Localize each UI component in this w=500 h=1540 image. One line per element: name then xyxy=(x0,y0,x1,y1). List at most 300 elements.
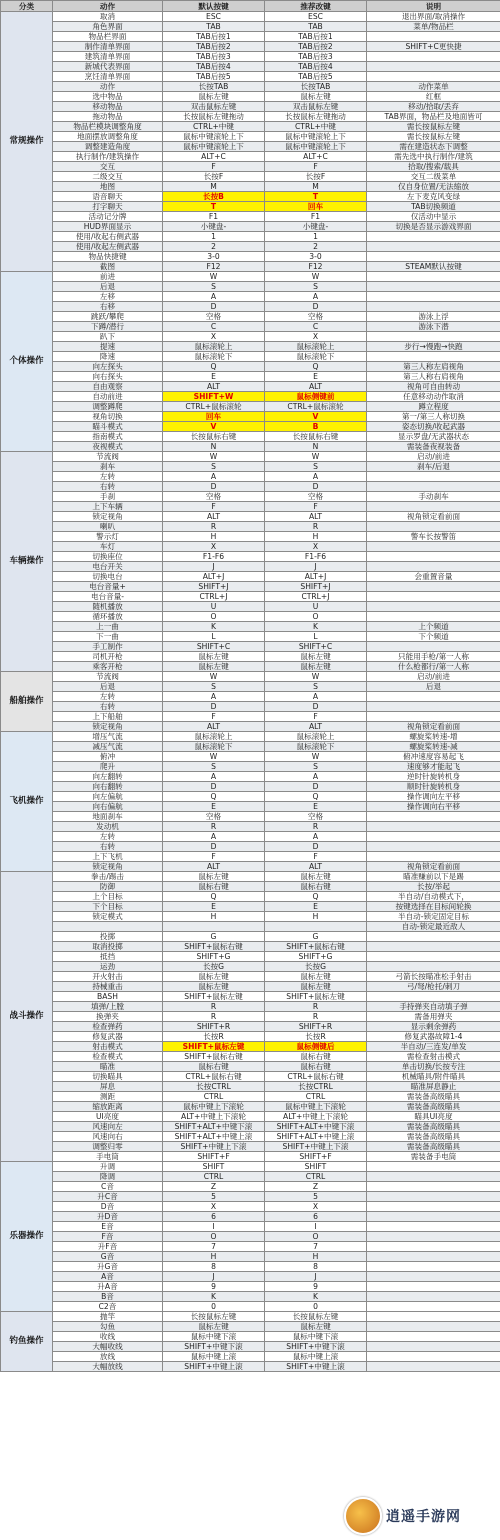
table-header-row xyxy=(1,1,500,12)
action-cell: 升A音 xyxy=(53,1282,163,1292)
table-row xyxy=(1,1152,500,1162)
description-cell xyxy=(367,942,500,952)
action-cell: 锁定视角 xyxy=(53,512,163,522)
table-row xyxy=(1,442,500,452)
default-key-cell: H xyxy=(163,912,265,922)
default-key-cell: 1 xyxy=(163,232,265,242)
default-key-cell: L xyxy=(163,632,265,642)
action-cell: 二级交互 xyxy=(53,172,163,182)
action-cell: G音 xyxy=(53,1252,163,1262)
action-cell: 持械重击 xyxy=(53,982,163,992)
table-row xyxy=(1,1222,500,1232)
table-row xyxy=(1,422,500,432)
default-key-cell: TAB后按5 xyxy=(163,72,265,82)
action-cell: 新城代表界面 xyxy=(53,62,163,72)
recommended-key-cell: SHIFT+中键上滚 xyxy=(265,1362,367,1372)
category-cell: 常规操作 xyxy=(1,12,53,272)
description-cell xyxy=(367,612,500,622)
action-cell: 地图 xyxy=(53,182,163,192)
table-row xyxy=(1,252,500,262)
action-cell: 后退 xyxy=(53,282,163,292)
recommended-key-cell: SHIFT xyxy=(265,1162,367,1172)
default-key-cell: 双击鼠标左键 xyxy=(163,102,265,112)
recommended-key-cell: F xyxy=(265,712,367,722)
action-cell: 风速向左 xyxy=(53,1122,163,1132)
action-cell: 向右翻转 xyxy=(53,782,163,792)
table-row xyxy=(1,102,500,112)
table-row xyxy=(1,342,500,352)
description-cell xyxy=(367,62,500,72)
default-key-cell: W xyxy=(163,272,265,282)
table-row xyxy=(1,1182,500,1192)
table-row xyxy=(1,932,500,942)
action-cell: A音 xyxy=(53,1272,163,1282)
description-cell: 半自动/三连发/单发 xyxy=(367,1042,500,1052)
table-row xyxy=(1,432,500,442)
table-row xyxy=(1,682,500,692)
table-row xyxy=(1,162,500,172)
description-cell: 手持弹夹自动填子弹 xyxy=(367,1002,500,1012)
table-row xyxy=(1,832,500,842)
description-cell xyxy=(367,1322,500,1332)
table-row xyxy=(1,992,500,1002)
description-cell xyxy=(367,1272,500,1282)
recommended-key-cell: ALT xyxy=(265,862,367,872)
recommended-key-cell: A xyxy=(265,692,367,702)
table-row xyxy=(1,1132,500,1142)
recommended-key-cell: 空格 xyxy=(265,492,367,502)
default-key-cell: SHIFT+W xyxy=(163,392,265,402)
table-row xyxy=(1,52,500,62)
recommended-key-cell: D xyxy=(265,842,367,852)
action-cell: 循环播放 xyxy=(53,612,163,622)
default-key-cell: S xyxy=(163,762,265,772)
table-row xyxy=(1,1342,500,1352)
table-row xyxy=(1,712,500,722)
table-row xyxy=(1,1202,500,1212)
description-cell xyxy=(367,502,500,512)
default-key-cell: S xyxy=(163,282,265,292)
recommended-key-cell: R xyxy=(265,822,367,832)
action-cell: UI亮度 xyxy=(53,1112,163,1122)
table-row xyxy=(1,742,500,752)
action-cell: 锁定模式 xyxy=(53,912,163,922)
description-cell xyxy=(367,1292,500,1302)
recommended-key-cell: 鼠标中键下滚 xyxy=(265,1332,367,1342)
description-cell: 只能用手枪/第一人称 xyxy=(367,652,500,662)
description-cell xyxy=(367,52,500,62)
default-key-cell: 长按鼠标左键拖动 xyxy=(163,112,265,122)
default-key-cell: TAB后按1 xyxy=(163,32,265,42)
recommended-key-cell: 7 xyxy=(265,1242,367,1252)
recommended-key-cell: R xyxy=(265,1002,367,1012)
action-cell: 后退 xyxy=(53,682,163,692)
default-key-cell: 鼠标滚轮下 xyxy=(163,742,265,752)
default-key-cell: D xyxy=(163,702,265,712)
recommended-key-cell: 8 xyxy=(265,1262,367,1272)
description-cell xyxy=(367,1212,500,1222)
table-row xyxy=(1,322,500,332)
description-cell: 菜单/物品栏 xyxy=(367,22,500,32)
table-row xyxy=(1,962,500,972)
description-cell: 启动/前进 xyxy=(367,672,500,682)
description-cell: 仅自身位置/无法缩放 xyxy=(367,182,500,192)
description-cell xyxy=(367,332,500,342)
default-key-cell: SHIFT+ALT+中键下滚 xyxy=(163,1122,265,1132)
description-cell xyxy=(367,1302,500,1312)
default-key-cell: F1-F6 xyxy=(163,552,265,562)
description-cell: 瞄准赚前以下是踢 xyxy=(367,872,500,882)
table-row xyxy=(1,1242,500,1252)
table-row xyxy=(1,152,500,162)
default-key-cell: O xyxy=(163,612,265,622)
description-cell: 拾取/搜索/载具 xyxy=(367,162,500,172)
recommended-key-cell: J xyxy=(265,1272,367,1282)
default-key-cell: 鼠标滚轮上 xyxy=(163,732,265,742)
table-row xyxy=(1,1282,500,1292)
table-row xyxy=(1,892,500,902)
watermark-text: 逍遥手游网 xyxy=(386,1509,461,1525)
description-cell xyxy=(367,702,500,712)
description-cell: 下个频道 xyxy=(367,632,500,642)
action-cell: 刹车 xyxy=(53,462,163,472)
recommended-key-cell: I xyxy=(265,1222,367,1232)
action-cell: 手电筒 xyxy=(53,1152,163,1162)
recommended-key-cell: B xyxy=(265,422,367,432)
table-row xyxy=(1,662,500,672)
default-key-cell: W xyxy=(163,672,265,682)
default-key-cell: ALT+中键上下滚轮 xyxy=(163,1112,265,1122)
action-cell: 调整归零 xyxy=(53,1142,163,1152)
table-row xyxy=(1,1192,500,1202)
recommended-key-cell: TAB后按1 xyxy=(265,32,367,42)
table-row xyxy=(1,562,500,572)
action-cell: 抛竿 xyxy=(53,1312,163,1322)
description-cell xyxy=(367,1202,500,1212)
recommended-key-cell: J xyxy=(265,562,367,572)
recommended-key-cell: D xyxy=(265,482,367,492)
action-cell: 投掷 xyxy=(53,932,163,942)
recommended-key-cell: 空格 xyxy=(265,312,367,322)
table-row xyxy=(1,1352,500,1362)
default-key-cell: K xyxy=(163,1292,265,1302)
table-row xyxy=(1,822,500,832)
description-cell: 需备用弹夹 xyxy=(367,1012,500,1022)
table-row xyxy=(1,532,500,542)
recommended-key-cell: 0 xyxy=(265,1302,367,1312)
table-row xyxy=(1,782,500,792)
action-cell: 缩放距离 xyxy=(53,1102,163,1112)
action-cell: 喇叭 xyxy=(53,522,163,532)
description-cell: 长按/举起 xyxy=(367,882,500,892)
default-key-cell: 0 xyxy=(163,1302,265,1312)
description-cell xyxy=(367,832,500,842)
action-cell: 物品快捷键 xyxy=(53,252,163,262)
default-key-cell: 长按R xyxy=(163,1032,265,1042)
table-row xyxy=(1,732,500,742)
default-key-cell: E xyxy=(163,372,265,382)
table-row xyxy=(1,872,500,882)
recommended-key-cell: Z xyxy=(265,1182,367,1192)
description-cell xyxy=(367,812,500,822)
description-cell xyxy=(367,712,500,722)
category-cell: 个体操作 xyxy=(1,272,53,452)
recommended-key-cell: S xyxy=(265,462,367,472)
action-cell: 夜视模式 xyxy=(53,442,163,452)
description-cell xyxy=(367,1282,500,1292)
description-cell xyxy=(367,562,500,572)
action-cell: 趴下 xyxy=(53,332,163,342)
description-cell: 螺旋桨转速-增 xyxy=(367,732,500,742)
default-key-cell: H xyxy=(163,532,265,542)
description-cell xyxy=(367,1232,500,1242)
action-cell: 左转 xyxy=(53,832,163,842)
default-key-cell: A xyxy=(163,292,265,302)
default-key-cell: A xyxy=(163,692,265,702)
category-cell: 车辆操作 xyxy=(1,452,53,672)
table-row xyxy=(1,1302,500,1312)
table-row xyxy=(1,542,500,552)
recommended-key-cell: 鼠标左键 xyxy=(265,1322,367,1332)
default-key-cell: CTRL+鼠标滚轮 xyxy=(163,402,265,412)
action-cell: 警示灯 xyxy=(53,532,163,542)
action-cell: 上一曲 xyxy=(53,622,163,632)
table-row xyxy=(1,652,500,662)
recommended-key-cell: 小键盘- xyxy=(265,222,367,232)
description-cell xyxy=(367,1312,500,1322)
description-cell xyxy=(367,932,500,942)
table-row xyxy=(1,1142,500,1152)
recommended-key-cell: S xyxy=(265,762,367,772)
table-row xyxy=(1,402,500,412)
action-cell: 瞄斗模式 xyxy=(53,422,163,432)
action-cell: 上个目标 xyxy=(53,892,163,902)
description-cell xyxy=(367,1332,500,1342)
description-cell: 需装备高级瞄具 xyxy=(367,1132,500,1142)
description-cell xyxy=(367,602,500,612)
description-cell: 修复武器故障1-4 xyxy=(367,1032,500,1042)
recommended-key-cell: W xyxy=(265,272,367,282)
table-row xyxy=(1,1082,500,1092)
default-key-cell xyxy=(163,922,265,932)
description-cell: STEAM默认按键 xyxy=(367,262,500,272)
table-row xyxy=(1,1252,500,1262)
category-cell: 战斗操作 xyxy=(1,872,53,1162)
table-row xyxy=(1,1042,500,1052)
description-cell: SHIFT+C更快捷 xyxy=(367,42,500,52)
action-cell: 向右偏航 xyxy=(53,802,163,812)
description-cell: 游泳下潜 xyxy=(367,322,500,332)
recommended-key-cell: ALT xyxy=(265,382,367,392)
description-cell xyxy=(367,1192,500,1202)
table-row xyxy=(1,702,500,712)
table-row xyxy=(1,602,500,612)
description-cell xyxy=(367,282,500,292)
recommended-key-cell: 长按CTRL xyxy=(265,1082,367,1092)
recommended-key-cell: ESC xyxy=(265,12,367,22)
table-row xyxy=(1,332,500,342)
action-cell: 指南模式 xyxy=(53,432,163,442)
action-cell: BASH xyxy=(53,992,163,1002)
default-key-cell: A xyxy=(163,772,265,782)
action-cell: 随机播放 xyxy=(53,602,163,612)
default-key-cell: 鼠标中键滚轮上下 xyxy=(163,132,265,142)
table-row xyxy=(1,722,500,732)
description-cell xyxy=(367,852,500,862)
action-cell: 自动前进 xyxy=(53,392,163,402)
action-cell: 角色界面 xyxy=(53,22,163,32)
description-cell: 俯冲速度容易起飞 xyxy=(367,752,500,762)
action-cell: 修复武器 xyxy=(53,1032,163,1042)
default-key-cell: R xyxy=(163,1002,265,1012)
description-cell: 启动/前进 xyxy=(367,452,500,462)
action-cell: 向右探头 xyxy=(53,372,163,382)
description-cell: 手动刹车 xyxy=(367,492,500,502)
default-key-cell: 长按鼠标右键 xyxy=(163,432,265,442)
recommended-key-cell: F12 xyxy=(265,262,367,272)
recommended-key-cell: A xyxy=(265,832,367,842)
recommended-key-cell: SHIFT+ALT+中键上滚 xyxy=(265,1132,367,1142)
action-cell: 换弹夹 xyxy=(53,1012,163,1022)
site-watermark xyxy=(344,1496,494,1536)
description-cell: 顺时针旋转机身 xyxy=(367,782,500,792)
recommended-key-cell: TAB xyxy=(265,22,367,32)
description-cell xyxy=(367,1262,500,1272)
action-cell: 手刹 xyxy=(53,492,163,502)
description-cell xyxy=(367,642,500,652)
table-row xyxy=(1,762,500,772)
default-key-cell: W xyxy=(163,452,265,462)
recommended-key-cell: SHIFT+R xyxy=(265,1022,367,1032)
table-row xyxy=(1,772,500,782)
category-cell: 乐器操作 xyxy=(1,1162,53,1312)
default-key-cell: SHIFT+鼠标右键 xyxy=(163,1052,265,1062)
table-row xyxy=(1,622,500,632)
table-row xyxy=(1,222,500,232)
default-key-cell: 8 xyxy=(163,1262,265,1272)
recommended-key-cell: 鼠标中键滚轮上下 xyxy=(265,142,367,152)
table-row xyxy=(1,572,500,582)
description-cell xyxy=(367,242,500,252)
action-cell: 降调 xyxy=(53,1172,163,1182)
recommended-key-cell: 鼠标左键 xyxy=(265,972,367,982)
description-cell xyxy=(367,1222,500,1232)
table-row xyxy=(1,612,500,622)
action-cell: 电台音量+ xyxy=(53,582,163,592)
table-body xyxy=(1,12,500,1372)
recommended-key-cell: V xyxy=(265,412,367,422)
recommended-key-cell: A xyxy=(265,292,367,302)
description-cell: 螺旋桨转速-减 xyxy=(367,742,500,752)
action-cell: 左转 xyxy=(53,692,163,702)
description-cell: 退出界面/取消操作 xyxy=(367,12,500,22)
recommended-key-cell: 鼠标左键 xyxy=(265,662,367,672)
table-row xyxy=(1,122,500,132)
description-cell: 速度够才能起飞 xyxy=(367,762,500,772)
description-cell: 弓/弩/枪托/刺刀 xyxy=(367,982,500,992)
description-cell: 半自动/自动模式下， xyxy=(367,892,500,902)
default-key-cell: SHIFT+R xyxy=(163,1022,265,1032)
table-row xyxy=(1,752,500,762)
description-cell: 左下麦克风变绿 xyxy=(367,192,500,202)
table-row xyxy=(1,282,500,292)
table-row xyxy=(1,262,500,272)
description-cell: 需检查射击模式 xyxy=(367,1052,500,1062)
description-cell: 切换是否显示游戏界面 xyxy=(367,222,500,232)
default-key-cell: SHIFT+C xyxy=(163,642,265,652)
default-key-cell: J xyxy=(163,1272,265,1282)
default-key-cell: TAB后按3 xyxy=(163,52,265,62)
recommended-key-cell: K xyxy=(265,1292,367,1302)
description-cell: 蹲立程度 xyxy=(367,402,500,412)
recommended-key-cell: 长按G xyxy=(265,962,367,972)
default-key-cell: 3-0 xyxy=(163,252,265,262)
recommended-key-cell: SHIFT+中键上下滚 xyxy=(265,1142,367,1152)
recommended-key-cell: 鼠标右键 xyxy=(265,1062,367,1072)
action-cell: 司机开枪 xyxy=(53,652,163,662)
recommended-key-cell: 鼠标右键 xyxy=(265,1052,367,1062)
default-key-cell: A xyxy=(163,832,265,842)
description-cell: 什么枪都行/第一人称 xyxy=(367,662,500,672)
description-cell: 视角锁定看前面 xyxy=(367,722,500,732)
recommended-key-cell: 长按TAB xyxy=(265,82,367,92)
action-cell: 选中物品 xyxy=(53,92,163,102)
table-row xyxy=(1,232,500,242)
action-cell: 射击模式 xyxy=(53,1042,163,1052)
description-cell: 仅活动中显示 xyxy=(367,212,500,222)
action-cell: 节流阀 xyxy=(53,672,163,682)
recommended-key-cell: R xyxy=(265,522,367,532)
action-cell: D音 xyxy=(53,1202,163,1212)
category-cell: 船舶操作 xyxy=(1,672,53,732)
description-cell: 姿态切换/收起武器 xyxy=(367,422,500,432)
action-cell: 锁定视角 xyxy=(53,722,163,732)
table-row xyxy=(1,352,500,362)
action-cell: 向左翻转 xyxy=(53,772,163,782)
recommended-key-cell: U xyxy=(265,602,367,612)
description-cell xyxy=(367,32,500,42)
action-cell: B音 xyxy=(53,1292,163,1302)
recommended-key-cell: ALT xyxy=(265,512,367,522)
action-cell: 勾鱼 xyxy=(53,1322,163,1332)
default-key-cell: ESC xyxy=(163,12,265,22)
default-key-cell: SHIFT+J xyxy=(163,582,265,592)
description-cell: 红框 xyxy=(367,92,500,102)
default-key-cell: R xyxy=(163,522,265,532)
table-row xyxy=(1,1292,500,1302)
default-key-cell: R xyxy=(163,822,265,832)
table-row xyxy=(1,1312,500,1322)
table-row xyxy=(1,132,500,142)
table-row xyxy=(1,42,500,52)
default-key-cell: 鼠标左键 xyxy=(163,652,265,662)
action-cell: 右转 xyxy=(53,702,163,712)
description-cell xyxy=(367,1162,500,1172)
description-cell: 操作调向右平移 xyxy=(367,802,500,812)
action-cell: 爬升 xyxy=(53,762,163,772)
action-cell: 调整蹲爬 xyxy=(53,402,163,412)
description-cell xyxy=(367,952,500,962)
table-row xyxy=(1,982,500,992)
action-cell: 动作 xyxy=(53,82,163,92)
default-key-cell: X xyxy=(163,542,265,552)
recommended-key-cell: 鼠标滚轮上 xyxy=(265,732,367,742)
recommended-key-cell: 空格 xyxy=(265,812,367,822)
description-cell: 需装备夜视装备 xyxy=(367,442,500,452)
default-key-cell: F xyxy=(163,502,265,512)
table-row xyxy=(1,1012,500,1022)
recommended-key-cell: 1 xyxy=(265,232,367,242)
